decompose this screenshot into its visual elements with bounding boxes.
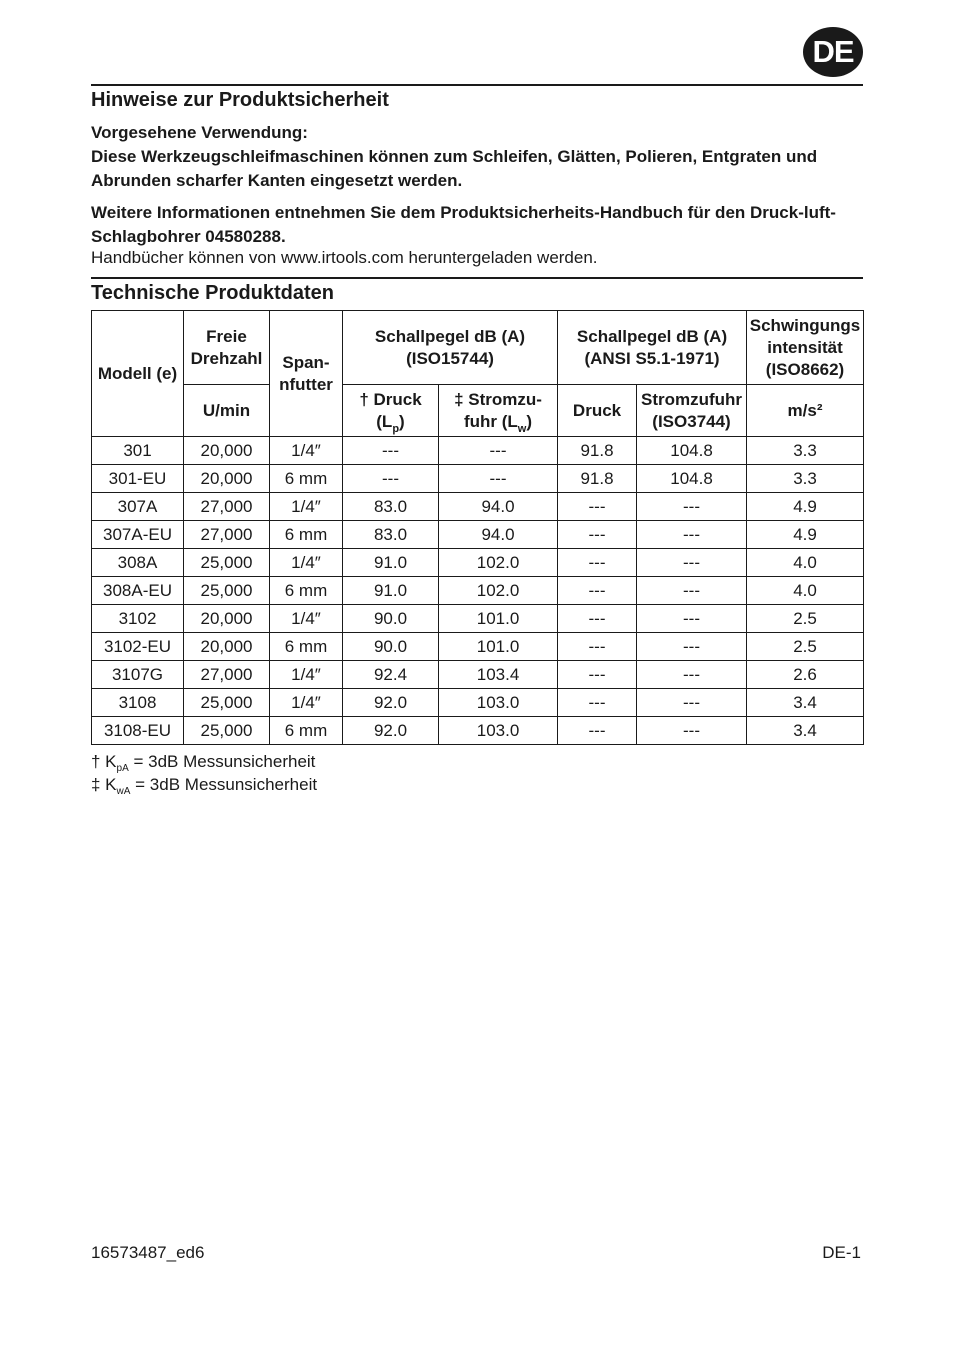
table-row (92, 521, 864, 549)
cell-speed: 27,000 (184, 493, 270, 521)
cell-iso-power: --- (439, 465, 558, 493)
cell-vibration: 3.4 (747, 689, 864, 717)
cell-iso-pressure: 92.0 (343, 717, 439, 745)
cell-vibration: 3.3 (747, 437, 864, 465)
header-power (439, 385, 558, 437)
cell-ansi-pressure: --- (558, 493, 637, 521)
cell-iso-power: 94.0 (439, 493, 558, 521)
pressure-sub: p (392, 422, 400, 435)
header-model: Modell (e) (92, 311, 184, 437)
cell-iso-pressure: 91.0 (343, 549, 439, 577)
table-row (92, 661, 864, 689)
cell-iso-power: 103.4 (439, 661, 558, 689)
table-row (92, 605, 864, 633)
cell-ansi-power: --- (637, 605, 747, 633)
header-pressure (343, 385, 439, 437)
header-vibration-unit: m/s² (747, 385, 864, 437)
cell-ansi-pressure: --- (558, 549, 637, 577)
cell-collet: 1/4″ (270, 493, 343, 521)
cell-ansi-pressure: --- (558, 689, 637, 717)
power-label-line2: fuhr (L (463, 411, 518, 431)
header-sound-iso: Schallpegel dB (A) (ISO15744) (343, 311, 558, 385)
cell-iso-power: 103.0 (439, 717, 558, 745)
cell-vibration: 2.6 (747, 661, 864, 689)
cell-ansi-power: --- (637, 633, 747, 661)
cell-ansi-power: --- (637, 717, 747, 745)
cell-model: 307A (92, 493, 184, 521)
header-speed: Freie Drehzahl (184, 311, 270, 385)
power-label-line1: ‡ Stromzu- (454, 389, 542, 409)
header-collet: Span-nfutter (270, 311, 343, 437)
cell-ansi-power: 104.8 (637, 437, 747, 465)
table-row (92, 437, 864, 465)
header-ansi-power: Stromzufuhr (ISO3744) (637, 385, 747, 437)
cell-iso-pressure: 90.0 (343, 605, 439, 633)
table-row (92, 493, 864, 521)
cell-iso-pressure: 92.0 (343, 689, 439, 717)
cell-ansi-power: 104.8 (637, 465, 747, 493)
section-title-safety: Hinweise zur Produktsicherheit (91, 89, 389, 111)
table-row (92, 577, 864, 605)
cell-collet: 6 mm (270, 465, 343, 493)
cell-iso-power: 101.0 (439, 633, 558, 661)
cell-vibration: 3.4 (747, 717, 864, 745)
cell-ansi-pressure: 91.8 (558, 465, 637, 493)
cell-iso-power: --- (439, 437, 558, 465)
header-vibration: Schwingungs intensität (ISO8662) (747, 311, 864, 385)
cell-ansi-pressure: --- (558, 633, 637, 661)
cell-collet: 1/4″ (270, 689, 343, 717)
cell-speed: 25,000 (184, 549, 270, 577)
header-speed-unit: U/min (184, 385, 270, 437)
cell-collet: 6 mm (270, 521, 343, 549)
manuals-text: Handbücher können von www.irtools.com heruntergeladen werden. (91, 248, 598, 267)
cell-vibration: 2.5 (747, 633, 864, 661)
cell-ansi-power: --- (637, 689, 747, 717)
cell-collet: 6 mm (270, 633, 343, 661)
cell-speed: 20,000 (184, 633, 270, 661)
footnote-pa (91, 751, 315, 773)
more-info-text: Weitere Informationen entnehmen Sie dem Produktsicherheits-Handbuch für den Druck-luft- Schlagbohrer 04580288. (91, 203, 836, 246)
doc-id: 16573487_ed6 (91, 1243, 205, 1262)
cell-model: 307A-EU (92, 521, 184, 549)
footnote-pa-text: = 3dB Messunsicherheit (128, 752, 316, 771)
header-ansi-pressure: Druck (558, 385, 637, 437)
cell-iso-pressure: --- (343, 437, 439, 465)
table-row (92, 465, 864, 493)
top-rule (91, 84, 863, 86)
cell-iso-power: 102.0 (439, 549, 558, 577)
cell-ansi-power: --- (637, 577, 747, 605)
cell-vibration: 4.0 (747, 577, 864, 605)
pressure-label: † Druck (359, 389, 422, 409)
cell-ansi-power: --- (637, 661, 747, 689)
cell-speed: 25,000 (184, 689, 270, 717)
cell-speed: 20,000 (184, 465, 270, 493)
cell-iso-pressure: 92.4 (343, 661, 439, 689)
intended-use-text: Diese Werkzeugschleifmaschinen können zum Schleifen, Glätten, Polieren, Entgraten und Abrunden scharfer Kanten eingesetzt werden. (91, 147, 818, 190)
cell-vibration: 3.3 (747, 465, 864, 493)
cell-collet: 1/4″ (270, 661, 343, 689)
cell-speed: 27,000 (184, 521, 270, 549)
section-title-specs: Technische Produktdaten (91, 282, 335, 304)
cell-model: 308A (92, 549, 184, 577)
cell-iso-pressure: 91.0 (343, 577, 439, 605)
cell-vibration: 4.0 (747, 549, 864, 577)
footnote-pa-prefix: † K (91, 752, 117, 771)
footnote-wa (91, 774, 317, 796)
footnote-wa-sub: wA (116, 786, 131, 797)
cell-speed: 20,000 (184, 605, 270, 633)
footnote-wa-prefix: ‡ K (91, 775, 117, 794)
cell-collet: 1/4″ (270, 437, 343, 465)
cell-iso-pressure: 83.0 (343, 521, 439, 549)
cell-ansi-pressure: --- (558, 605, 637, 633)
cell-ansi-pressure: --- (558, 717, 637, 745)
cell-iso-pressure: 83.0 (343, 493, 439, 521)
cell-vibration: 4.9 (747, 521, 864, 549)
cell-model: 3108 (92, 689, 184, 717)
cell-collet: 6 mm (270, 577, 343, 605)
cell-ansi-power: --- (637, 493, 747, 521)
cell-vibration: 4.9 (747, 493, 864, 521)
cell-ansi-power: --- (637, 521, 747, 549)
cell-iso-pressure: 90.0 (343, 633, 439, 661)
intended-use-label: Vorgesehene Verwendung: (91, 123, 308, 142)
language-badge: DE (803, 27, 863, 77)
cell-ansi-pressure: --- (558, 577, 637, 605)
table-row (92, 689, 864, 717)
cell-model: 301 (92, 437, 184, 465)
cell-model: 301-EU (92, 465, 184, 493)
cell-iso-power: 94.0 (439, 521, 558, 549)
power-sub: w (517, 422, 527, 435)
power-close: ) (526, 411, 533, 431)
table-row (92, 549, 864, 577)
cell-speed: 27,000 (184, 661, 270, 689)
pressure-close: ) (399, 411, 405, 431)
cell-ansi-pressure: --- (558, 521, 637, 549)
cell-iso-power: 103.0 (439, 689, 558, 717)
cell-speed: 20,000 (184, 437, 270, 465)
pressure-symbol: (L (376, 411, 393, 431)
cell-speed: 25,000 (184, 577, 270, 605)
cell-collet: 1/4″ (270, 549, 343, 577)
cell-ansi-pressure: 91.8 (558, 437, 637, 465)
cell-vibration: 2.5 (747, 605, 864, 633)
cell-ansi-power: --- (637, 549, 747, 577)
table-row (92, 717, 864, 745)
cell-iso-power: 102.0 (439, 577, 558, 605)
table-row (92, 633, 864, 661)
page-number: DE-1 (822, 1243, 861, 1262)
cell-collet: 6 mm (270, 717, 343, 745)
section-rule (91, 277, 863, 279)
cell-model: 3107G (92, 661, 184, 689)
spec-table-body (92, 437, 864, 745)
cell-speed: 25,000 (184, 717, 270, 745)
footnote-wa-text: = 3dB Messunsicherheit (130, 775, 318, 794)
cell-model: 3102-EU (92, 633, 184, 661)
header-sound-ansi: Schallpegel dB (A) (ANSI S5.1-1971) (558, 311, 747, 385)
cell-collet: 1/4″ (270, 605, 343, 633)
cell-model: 3102 (92, 605, 184, 633)
spec-table (91, 310, 864, 745)
footnote-pa-sub: pA (116, 763, 129, 774)
cell-model: 308A-EU (92, 577, 184, 605)
cell-ansi-pressure: --- (558, 661, 637, 689)
cell-iso-pressure: --- (343, 465, 439, 493)
cell-iso-power: 101.0 (439, 605, 558, 633)
cell-model: 3108-EU (92, 717, 184, 745)
